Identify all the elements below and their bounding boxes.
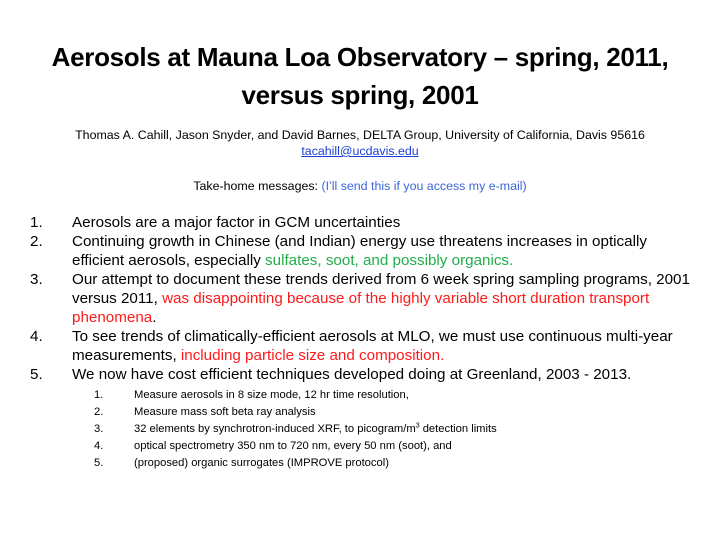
messages-list xyxy=(30,213,700,472)
list-text: We now have cost efficient techniques developed doing at Greenland, 2003 - 2013. xyxy=(72,366,632,383)
sublist-item xyxy=(30,387,700,404)
sublist-number: 5. xyxy=(94,457,104,469)
list-number: 1. xyxy=(30,214,43,231)
sublist-text: Measure mass soft beta ray analysis xyxy=(134,406,316,418)
list-item xyxy=(30,232,700,270)
list-item xyxy=(30,327,700,365)
list-number: 5. xyxy=(30,366,43,383)
list-tail: . xyxy=(152,309,157,326)
list-highlight: including particle size and composition. xyxy=(180,347,445,364)
sublist-text: (proposed) organic surrogates (IMPROVE protocol) xyxy=(134,457,389,469)
authors-line: Thomas A. Cahill, Jason Snyder, and David Barnes, DELTA Group, University of California, Davis 95616 xyxy=(75,128,645,142)
list-highlight: sulfates, soot, and possibly organics. xyxy=(265,252,514,269)
list-text: Aerosols are a major factor in GCM uncertainties xyxy=(72,214,401,231)
list-number: 2. xyxy=(30,233,43,250)
authors-block xyxy=(20,127,700,159)
sublist-item xyxy=(30,404,700,421)
email-link[interactable]: tacahill@ucdavis.edu xyxy=(301,144,419,158)
superscript: 3 xyxy=(415,422,420,430)
sublist-number: 1. xyxy=(94,389,104,401)
sublist-number: 3. xyxy=(94,423,104,435)
sublist-text: 32 elements by synchrotron-induced XRF, to picogram/m xyxy=(134,423,416,435)
list-item xyxy=(30,270,700,327)
takehome-note: (I’ll send this if you access my e-mail) xyxy=(321,179,527,193)
list-text: Continuing growth in Chinese (and Indian) energy use threatens increases in optically efficient aerosols, especially xyxy=(72,233,647,269)
list-text: Our attempt to document these trends derived from 6 week spring sampling programs, 2001 versus 2011, xyxy=(72,271,690,307)
sublist-item xyxy=(30,438,700,455)
sublist-text: optical spectrometry 350 nm to 720 nm, every 50 nm (soot), and xyxy=(134,440,452,452)
list-item xyxy=(30,213,700,232)
slide-title: Aerosols at Mauna Loa Observatory – spring, 2011, versus spring, 2001 xyxy=(51,42,669,110)
takehome-line xyxy=(20,178,700,194)
sublist-item xyxy=(30,421,700,438)
list-text: To see trends of climatically-efficient aerosols at MLO, we must use continuous multi-year measurements, xyxy=(72,328,673,364)
list-highlight: was disappointing because of the highly variable short duration transport phenomena xyxy=(72,290,650,326)
list-number: 4. xyxy=(30,328,43,345)
sublist-number: 2. xyxy=(94,406,104,418)
sublist-tail: detection limits xyxy=(419,423,497,435)
sublist-item xyxy=(30,455,700,472)
sublist-text: Measure aerosols in 8 size mode, 12 hr time resolution, xyxy=(134,389,409,401)
list-item xyxy=(30,365,700,384)
list-number: 3. xyxy=(30,271,43,288)
takehome-label: Take-home messages: xyxy=(193,179,322,193)
technique-sublist xyxy=(30,387,700,472)
sublist-number: 4. xyxy=(94,440,104,452)
